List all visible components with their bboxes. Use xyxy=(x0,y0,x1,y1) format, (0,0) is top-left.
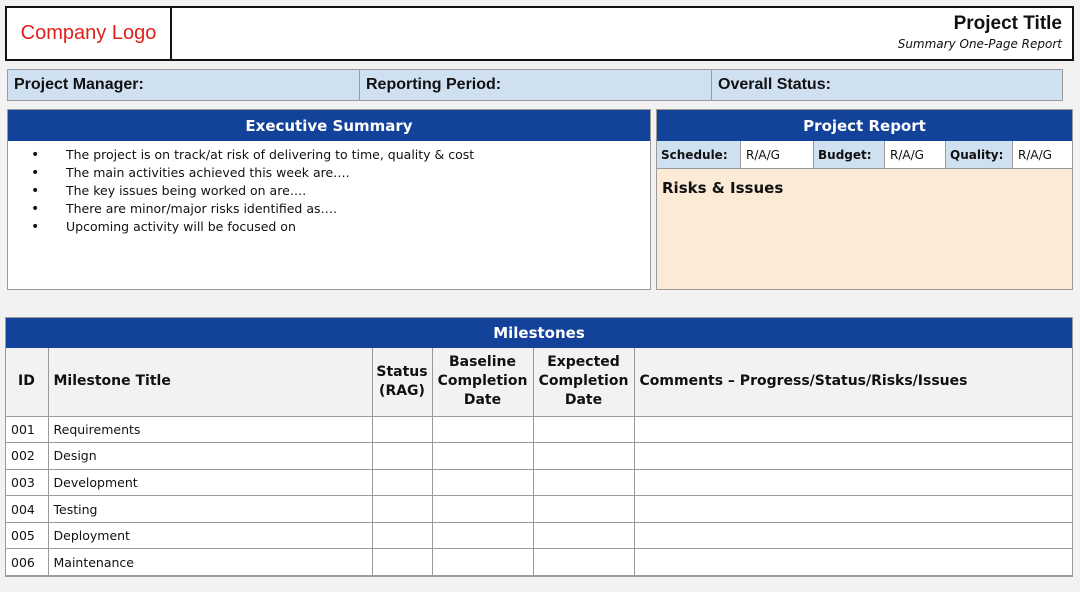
overall-status-field[interactable]: Overall Status: xyxy=(718,76,831,93)
milestone-id: 004 xyxy=(6,496,48,523)
project-title: Project Title xyxy=(953,13,1062,34)
milestone-title[interactable]: Requirements xyxy=(48,416,372,443)
milestone-title[interactable]: Design xyxy=(48,443,372,470)
summary-bullet: • The main activities achieved this week are…. xyxy=(66,164,650,182)
status-cell[interactable] xyxy=(372,469,432,496)
col-header-status: Status (RAG) xyxy=(372,348,432,416)
milestone-id: 002 xyxy=(6,443,48,470)
quality-label: Quality: xyxy=(946,141,1013,168)
executive-summary-title: Executive Summary xyxy=(8,110,650,141)
schedule-label: Schedule: xyxy=(657,141,741,168)
baseline-date-cell[interactable] xyxy=(432,549,533,576)
summary-bullet: • The key issues being worked on are…. xyxy=(66,182,650,200)
quality-value[interactable]: R/A/G xyxy=(1018,147,1052,162)
expected-date-cell[interactable] xyxy=(533,443,634,470)
summary-bullet: • The project is on track/at risk of delivering to time, quality & cost xyxy=(66,146,650,164)
status-cell[interactable] xyxy=(372,416,432,443)
reporting-period-field[interactable]: Reporting Period: xyxy=(360,70,712,100)
milestone-id: 005 xyxy=(6,522,48,549)
budget-label: Budget: xyxy=(814,141,885,168)
milestone-title[interactable]: Testing xyxy=(48,496,372,523)
expected-date-cell[interactable] xyxy=(533,469,634,496)
milestones-table xyxy=(6,348,1072,576)
table-row xyxy=(6,443,1072,470)
comments-cell[interactable] xyxy=(634,416,1072,443)
milestone-title[interactable]: Deployment xyxy=(48,522,372,549)
milestone-title[interactable]: Maintenance xyxy=(48,549,372,576)
table-row xyxy=(6,496,1072,523)
baseline-date-cell[interactable] xyxy=(432,416,533,443)
executive-summary-panel xyxy=(7,109,651,290)
summary-bullet: • Upcoming activity will be focused on xyxy=(66,218,650,236)
milestone-id: 006 xyxy=(6,549,48,576)
milestones-panel xyxy=(5,317,1073,577)
table-row xyxy=(6,549,1072,576)
col-header-id: ID xyxy=(6,348,48,416)
project-report-panel xyxy=(656,109,1073,290)
milestones-title: Milestones xyxy=(6,318,1072,348)
expected-date-cell[interactable] xyxy=(533,496,634,523)
milestone-id: 003 xyxy=(6,469,48,496)
summary-bullet: • There are minor/major risks identified as…. xyxy=(66,200,650,218)
comments-cell[interactable] xyxy=(634,496,1072,523)
col-header-baseline-date: Baseline Completion Date xyxy=(432,348,533,416)
project-report-title: Project Report xyxy=(657,110,1072,141)
milestone-id: 001 xyxy=(6,416,48,443)
title-block xyxy=(898,12,1062,52)
table-row xyxy=(6,416,1072,443)
col-header-comments: Comments – Progress/Status/Risks/Issues xyxy=(634,348,1072,416)
table-row xyxy=(6,469,1072,496)
comments-cell[interactable] xyxy=(634,469,1072,496)
company-logo-text: Company Logo xyxy=(20,22,157,44)
col-header-milestone-title: Milestone Title xyxy=(48,348,372,416)
expected-date-cell[interactable] xyxy=(533,549,634,576)
expected-date-cell[interactable] xyxy=(533,416,634,443)
baseline-date-cell[interactable] xyxy=(432,496,533,523)
info-bar xyxy=(7,69,1063,101)
status-cell[interactable] xyxy=(372,549,432,576)
status-cell[interactable] xyxy=(372,443,432,470)
milestone-title[interactable]: Development xyxy=(48,469,372,496)
budget-value[interactable]: R/A/G xyxy=(885,141,946,168)
baseline-date-cell[interactable] xyxy=(432,443,533,470)
col-header-expected-date: Expected Completion Date xyxy=(533,348,634,416)
executive-summary-list[interactable] xyxy=(8,146,650,236)
comments-cell[interactable] xyxy=(634,549,1072,576)
project-manager-field[interactable]: Project Manager: xyxy=(8,70,360,100)
company-logo xyxy=(7,8,172,59)
rag-status-row xyxy=(657,141,1072,169)
table-row xyxy=(6,522,1072,549)
table-header-row xyxy=(6,348,1072,416)
baseline-date-cell[interactable] xyxy=(432,522,533,549)
status-cell[interactable] xyxy=(372,496,432,523)
baseline-date-cell[interactable] xyxy=(432,469,533,496)
risks-issues-title[interactable]: Risks & Issues xyxy=(662,179,784,197)
report-subtitle: Summary One-Page Report xyxy=(897,37,1062,51)
report-header xyxy=(5,6,1074,61)
status-cell[interactable] xyxy=(372,522,432,549)
comments-cell[interactable] xyxy=(634,522,1072,549)
expected-date-cell[interactable] xyxy=(533,522,634,549)
comments-cell[interactable] xyxy=(634,443,1072,470)
schedule-value[interactable]: R/A/G xyxy=(741,141,814,168)
